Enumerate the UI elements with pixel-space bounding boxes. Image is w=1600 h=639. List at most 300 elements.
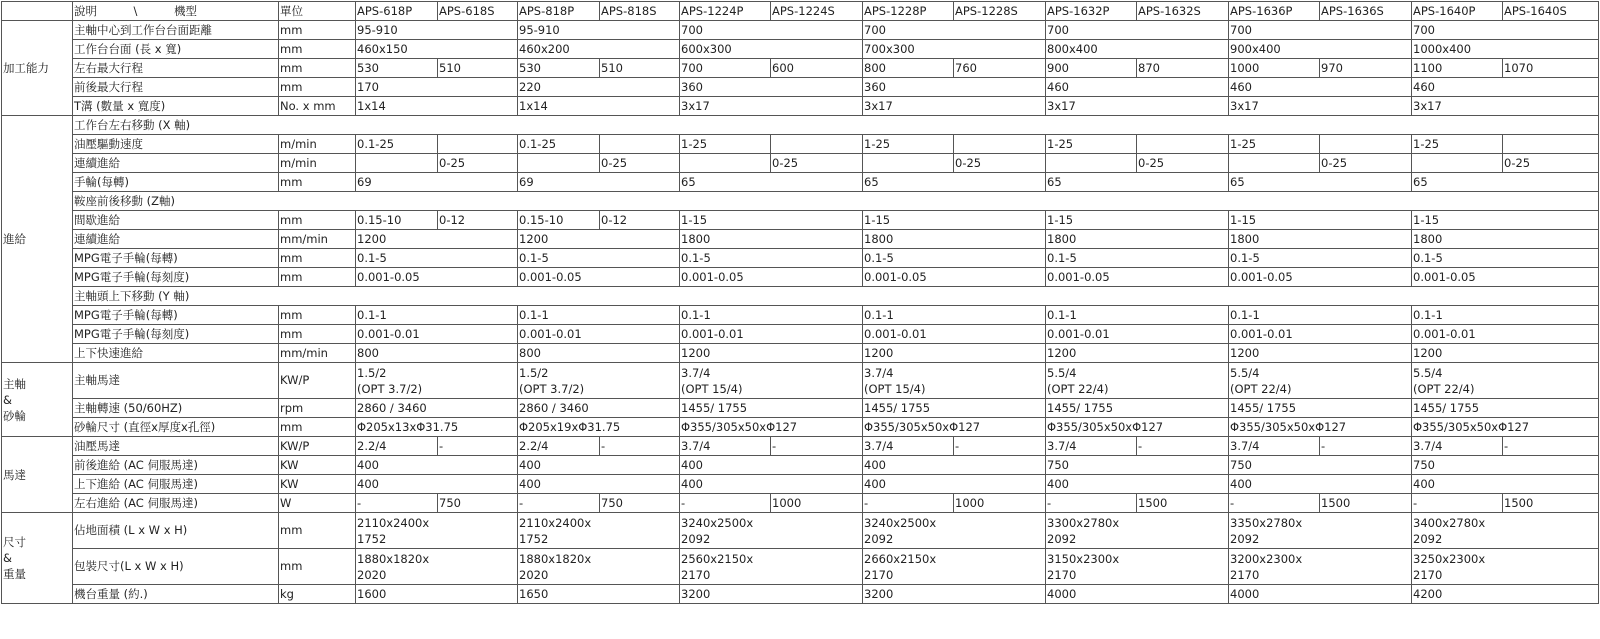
spec-row — [2, 154, 1599, 173]
model-header: APS-1636S — [1320, 2, 1412, 21]
spec-row — [2, 59, 1599, 78]
spec-row — [2, 437, 1599, 456]
spec-unit: mm — [279, 549, 356, 585]
spec-item-label: 佔地面積 (L x W x H) — [73, 513, 279, 549]
spec-value-cell: 3.7/4 — [863, 437, 954, 456]
spec-value-cell: 360 — [680, 78, 863, 97]
spec-value-cell: 0.1-5 — [356, 249, 518, 268]
spec-value-cell: 600 — [771, 59, 863, 78]
spec-value-cell: 400 — [680, 456, 863, 475]
spec-value-cell: 1.5/2 (OPT 3.7/2) — [356, 363, 518, 399]
spec-value-cell: - — [1320, 437, 1412, 456]
spec-item-label: 上下進給 (AC 伺服馬達) — [73, 475, 279, 494]
spec-item-label: T溝 (數量 x 寬度) — [73, 97, 279, 116]
spec-item-label: 油壓馬達 — [73, 437, 279, 456]
spec-value-cell: 0.001-0.05 — [356, 268, 518, 287]
spec-row — [2, 513, 1599, 549]
spec-unit: No. x mm — [279, 97, 356, 116]
spec-value-cell: 1455/ 1755 — [1046, 399, 1229, 418]
spec-table-body — [2, 21, 1599, 604]
spec-value-cell: 460 — [1412, 78, 1599, 97]
spec-value-cell: Φ355/305x50xΦ127 — [1229, 418, 1412, 437]
spec-row — [2, 306, 1599, 325]
spec-value-cell — [863, 154, 954, 173]
spec-value-cell: 460 — [1229, 78, 1412, 97]
spec-value-cell: 2860 / 3460 — [518, 399, 680, 418]
spec-value-cell: 0.1-1 — [1229, 306, 1412, 325]
spec-unit: m/min — [279, 135, 356, 154]
spec-value-cell: 95-910 — [356, 21, 518, 40]
spec-item-label: 主軸馬達 — [73, 363, 279, 399]
spec-value-cell: 0-25 — [1320, 154, 1412, 173]
spec-value-cell: 0.1-25 — [518, 135, 600, 154]
spec-value-cell: 0-25 — [1137, 154, 1229, 173]
spec-value-cell: 1000 — [771, 494, 863, 513]
spec-value-cell: 0-12 — [600, 211, 680, 230]
spec-value-cell: 460 — [1046, 78, 1229, 97]
spec-item-label: 左右進給 (AC 伺服馬達) — [73, 494, 279, 513]
spec-value-cell: 700x300 — [863, 40, 1046, 59]
spec-row — [2, 475, 1599, 494]
spec-value-cell: 1x14 — [518, 97, 680, 116]
spec-value-cell: 0.001-0.01 — [863, 325, 1046, 344]
spec-item-label: MPG電子手輪(每刻度) — [73, 268, 279, 287]
spec-row — [2, 268, 1599, 287]
spec-value-cell: 0.1-1 — [680, 306, 863, 325]
spec-item-label: 主軸中心到工作台台面距離 — [73, 21, 279, 40]
spec-value-cell: 1455/ 1755 — [863, 399, 1046, 418]
spec-value-cell: 220 — [518, 78, 680, 97]
spec-value-cell: 1100 — [1412, 59, 1503, 78]
spec-item-label: 工作台台面 (長 x 寬) — [73, 40, 279, 59]
spec-value-cell: 0.1-5 — [680, 249, 863, 268]
spec-value-cell: 0.15-10 — [518, 211, 600, 230]
spec-value-cell: 1880x1820x 2020 — [518, 549, 680, 585]
spec-value-cell: 3240x2500x 2092 — [863, 513, 1046, 549]
spec-value-cell: 970 — [1320, 59, 1412, 78]
spec-value-cell: 0.1-1 — [1046, 306, 1229, 325]
model-header: APS-818P — [518, 2, 600, 21]
spec-value-cell: 0.001-0.01 — [680, 325, 863, 344]
model-header: APS-1228S — [954, 2, 1046, 21]
spec-row — [2, 211, 1599, 230]
spec-value-cell: 0.1-1 — [356, 306, 518, 325]
subsection-row — [2, 287, 1599, 306]
spec-table — [1, 1, 1599, 604]
spec-row — [2, 21, 1599, 40]
spec-row — [2, 97, 1599, 116]
spec-unit: mm — [279, 513, 356, 549]
spec-value-cell: 800 — [518, 344, 680, 363]
spec-value-cell: 0-25 — [771, 154, 863, 173]
spec-value-cell: 1200 — [863, 344, 1046, 363]
spec-value-cell: 0.1-5 — [863, 249, 1046, 268]
spec-value-cell: - — [600, 437, 680, 456]
spec-value-cell: 1200 — [356, 230, 518, 249]
spec-value-cell: 460x150 — [356, 40, 518, 59]
spec-value-cell: 3.7/4 — [1412, 437, 1503, 456]
spec-unit: mm — [279, 40, 356, 59]
spec-value-cell — [518, 154, 600, 173]
spec-value-cell — [600, 135, 680, 154]
spec-value-cell: - — [680, 494, 771, 513]
spec-value-cell: 1200 — [1229, 344, 1412, 363]
spec-value-cell: 750 — [438, 494, 518, 513]
spec-value-cell: 0.001-0.05 — [863, 268, 1046, 287]
spec-value-cell: 0.001-0.05 — [1229, 268, 1412, 287]
spec-value-cell: 0.001-0.05 — [1412, 268, 1599, 287]
spec-unit: mm — [279, 249, 356, 268]
group-label: 進給 — [2, 116, 73, 363]
subsection-row — [2, 192, 1599, 211]
spec-value-cell: 95-910 — [518, 21, 680, 40]
spec-value-cell: 0.001-0.01 — [1412, 325, 1599, 344]
model-header: APS-1632P — [1046, 2, 1137, 21]
spec-value-cell: 0.001-0.01 — [518, 325, 680, 344]
model-header: APS-1228P — [863, 2, 954, 21]
spec-value-cell — [356, 154, 438, 173]
spec-value-cell: - — [356, 494, 438, 513]
spec-value-cell: 0.001-0.01 — [1046, 325, 1229, 344]
spec-unit: mm — [279, 21, 356, 40]
spec-value-cell: 2660x2150x 2170 — [863, 549, 1046, 585]
spec-value-cell: 750 — [1046, 456, 1229, 475]
spec-value-cell: 700 — [1046, 21, 1229, 40]
spec-unit: mm/min — [279, 230, 356, 249]
spec-value-cell: 1070 — [1503, 59, 1599, 78]
spec-value-cell: 0-25 — [1503, 154, 1599, 173]
spec-value-cell: 400 — [356, 475, 518, 494]
spec-value-cell: 1-15 — [1229, 211, 1412, 230]
spec-value-cell: 0.1-5 — [518, 249, 680, 268]
spec-value-cell: 1-25 — [680, 135, 771, 154]
spec-value-cell: 2110x2400x 1752 — [518, 513, 680, 549]
spec-row — [2, 249, 1599, 268]
spec-item-label: MPG電子手輪(每刻度) — [73, 325, 279, 344]
spec-value-cell: 400 — [518, 456, 680, 475]
spec-value-cell: 400 — [863, 456, 1046, 475]
spec-value-cell: 3200 — [863, 585, 1046, 604]
spec-value-cell: - — [954, 437, 1046, 456]
spec-value-cell: 1455/ 1755 — [680, 399, 863, 418]
spec-row — [2, 135, 1599, 154]
spec-unit: mm — [279, 418, 356, 437]
spec-value-cell: 3200 — [680, 585, 863, 604]
spec-value-cell: 700 — [1229, 21, 1412, 40]
spec-value-cell: 3x17 — [1229, 97, 1412, 116]
spec-value-cell: 800x400 — [1046, 40, 1229, 59]
spec-value-cell: 0.001-0.01 — [1229, 325, 1412, 344]
spec-item-label: 上下快速進給 — [73, 344, 279, 363]
spec-value-cell: 1200 — [1412, 344, 1599, 363]
spec-row — [2, 40, 1599, 59]
spec-value-cell: Φ355/305x50xΦ127 — [1046, 418, 1229, 437]
spec-value-cell: - — [1229, 494, 1320, 513]
spec-unit: KW — [279, 475, 356, 494]
spec-row — [2, 549, 1599, 585]
spec-value-cell: 400 — [863, 475, 1046, 494]
spec-value-cell: 1500 — [1503, 494, 1599, 513]
spec-value-cell — [680, 154, 771, 173]
header-row — [2, 2, 1599, 21]
spec-value-cell: 2860 / 3460 — [356, 399, 518, 418]
spec-value-cell — [1137, 135, 1229, 154]
spec-value-cell: 400 — [356, 456, 518, 475]
spec-value-cell: 0.001-0.01 — [356, 325, 518, 344]
spec-item-label: 連續進給 — [73, 230, 279, 249]
spec-value-cell: 1-15 — [863, 211, 1046, 230]
spec-value-cell: 510 — [600, 59, 680, 78]
spec-unit: mm — [279, 268, 356, 287]
spec-value-cell: 400 — [680, 475, 863, 494]
corner-label: 說明 \ 機型 — [73, 2, 279, 21]
spec-value-cell: 3400x2780x 2092 — [1412, 513, 1599, 549]
spec-value-cell: 1000x400 — [1412, 40, 1599, 59]
spec-row — [2, 585, 1599, 604]
spec-value-cell: 1600 — [356, 585, 518, 604]
spec-value-cell: 65 — [680, 173, 863, 192]
spec-value-cell: 0-12 — [438, 211, 518, 230]
spec-value-cell: 1500 — [1320, 494, 1412, 513]
spec-value-cell: 750 — [600, 494, 680, 513]
spec-value-cell: 0.1-5 — [1229, 249, 1412, 268]
spec-item-label: 前後最大行程 — [73, 78, 279, 97]
spec-value-cell: 3150x2300x 2170 — [1046, 549, 1229, 585]
spec-unit: mm — [279, 78, 356, 97]
model-header: APS-1224P — [680, 2, 771, 21]
spec-value-cell: 1455/ 1755 — [1412, 399, 1599, 418]
spec-value-cell: 0.1-1 — [1412, 306, 1599, 325]
spec-value-cell: 1880x1820x 2020 — [356, 549, 518, 585]
spec-row — [2, 173, 1599, 192]
spec-value-cell — [954, 135, 1046, 154]
spec-value-cell: 3.7/4 — [680, 437, 771, 456]
spec-value-cell: - — [863, 494, 954, 513]
spec-value-cell: 0.1-1 — [863, 306, 1046, 325]
spec-value-cell: 65 — [1046, 173, 1229, 192]
spec-value-cell: Φ355/305x50xΦ127 — [863, 418, 1046, 437]
spec-unit: rpm — [279, 399, 356, 418]
spec-item-label: MPG電子手輪(每轉) — [73, 306, 279, 325]
spec-value-cell: 0-25 — [438, 154, 518, 173]
spec-item-label: 左右最大行程 — [73, 59, 279, 78]
spec-value-cell: 65 — [863, 173, 1046, 192]
spec-value-cell: 0.1-5 — [1412, 249, 1599, 268]
subsection-row — [2, 116, 1599, 135]
model-header: APS-1636P — [1229, 2, 1320, 21]
spec-value-cell: 400 — [1412, 475, 1599, 494]
spec-item-label: 包裝尺寸(L x W x H) — [73, 549, 279, 585]
spec-value-cell: 69 — [356, 173, 518, 192]
spec-value-cell: 3.7/4 (OPT 15/4) — [680, 363, 863, 399]
spec-value-cell: 0.15-10 — [356, 211, 438, 230]
spec-value-cell — [1046, 154, 1137, 173]
spec-value-cell: 2.2/4 — [356, 437, 438, 456]
spec-value-cell: 870 — [1137, 59, 1229, 78]
spec-unit: KW/P — [279, 437, 356, 456]
spec-row — [2, 78, 1599, 97]
spec-row — [2, 325, 1599, 344]
spec-value-cell — [438, 135, 518, 154]
group-label: 馬達 — [2, 437, 73, 513]
spec-value-cell: 460x200 — [518, 40, 680, 59]
spec-unit: KW — [279, 456, 356, 475]
model-header: APS-1224S — [771, 2, 863, 21]
spec-value-cell: 530 — [356, 59, 438, 78]
spec-row — [2, 456, 1599, 475]
spec-value-cell: 65 — [1412, 173, 1599, 192]
spec-value-cell: 1200 — [680, 344, 863, 363]
spec-item-label: 砂輪尺寸 (直徑x厚度x孔徑) — [73, 418, 279, 437]
spec-value-cell: 5.5/4 (OPT 22/4) — [1046, 363, 1229, 399]
spec-value-cell: 0-25 — [600, 154, 680, 173]
spec-value-cell: 2110x2400x 1752 — [356, 513, 518, 549]
spec-value-cell — [1320, 135, 1412, 154]
spec-row — [2, 494, 1599, 513]
spec-value-cell: Φ355/305x50xΦ127 — [680, 418, 863, 437]
spec-row — [2, 363, 1599, 399]
spec-unit: mm — [279, 173, 356, 192]
model-header: APS-1632S — [1137, 2, 1229, 21]
spec-value-cell: 900 — [1046, 59, 1137, 78]
spec-value-cell: 1800 — [680, 230, 863, 249]
spec-row — [2, 418, 1599, 437]
model-header: APS-618P — [356, 2, 438, 21]
spec-unit: mm/min — [279, 344, 356, 363]
spec-value-cell: 510 — [438, 59, 518, 78]
spec-value-cell: 700 — [680, 21, 863, 40]
spec-value-cell: 1455/ 1755 — [1229, 399, 1412, 418]
spec-value-cell: 1200 — [1046, 344, 1229, 363]
spec-value-cell: 750 — [1412, 456, 1599, 475]
spec-unit: mm — [279, 59, 356, 78]
spec-value-cell: 800 — [356, 344, 518, 363]
spec-value-cell: 530 — [518, 59, 600, 78]
spec-value-cell: 5.5/4 (OPT 22/4) — [1412, 363, 1599, 399]
spec-value-cell: 4000 — [1046, 585, 1229, 604]
spec-value-cell: 1-25 — [1229, 135, 1320, 154]
spec-value-cell: 4200 — [1412, 585, 1599, 604]
spec-unit: m/min — [279, 154, 356, 173]
spec-value-cell: 3.7/4 (OPT 15/4) — [863, 363, 1046, 399]
spec-value-cell: 1800 — [863, 230, 1046, 249]
model-header: APS-1640S — [1503, 2, 1599, 21]
spec-unit: mm — [279, 211, 356, 230]
spec-value-cell: 1000 — [954, 494, 1046, 513]
unit-header: 單位 — [279, 2, 356, 21]
group-header-cell — [2, 2, 73, 21]
spec-value-cell: 1-15 — [1412, 211, 1599, 230]
spec-value-cell: 3300x2780x 2092 — [1046, 513, 1229, 549]
spec-value-cell: 3.7/4 — [1046, 437, 1137, 456]
spec-value-cell: 800 — [863, 59, 954, 78]
spec-value-cell: 1000 — [1229, 59, 1320, 78]
spec-value-cell: 600x300 — [680, 40, 863, 59]
spec-item-label: 連續進給 — [73, 154, 279, 173]
spec-value-cell: 3.7/4 — [1229, 437, 1320, 456]
spec-value-cell: - — [438, 437, 518, 456]
subsection-label: 工作台左右移動 (X 軸) — [73, 116, 1599, 135]
spec-value-cell: 3x17 — [863, 97, 1046, 116]
spec-value-cell: 2.2/4 — [518, 437, 600, 456]
spec-value-cell: 360 — [863, 78, 1046, 97]
spec-item-label: MPG電子手輪(每轉) — [73, 249, 279, 268]
spec-item-label: 機台重量 (約.) — [73, 585, 279, 604]
spec-unit: mm — [279, 325, 356, 344]
subsection-label: 鞍座前後移動 (Z軸) — [73, 192, 1599, 211]
spec-value-cell: 400 — [518, 475, 680, 494]
model-header: APS-618S — [438, 2, 518, 21]
spec-value-cell: 0.001-0.05 — [680, 268, 863, 287]
spec-value-cell: 700 — [680, 59, 771, 78]
spec-value-cell: 1500 — [1137, 494, 1229, 513]
spec-value-cell: 1.5/2 (OPT 3.7/2) — [518, 363, 680, 399]
spec-value-cell: 900x400 — [1229, 40, 1412, 59]
spec-value-cell: 1-15 — [1046, 211, 1229, 230]
spec-value-cell: 0.001-0.05 — [518, 268, 680, 287]
spec-value-cell — [1229, 154, 1320, 173]
spec-value-cell: 69 — [518, 173, 680, 192]
spec-value-cell: 1800 — [1229, 230, 1412, 249]
spec-value-cell: 3250x2300x 2170 — [1412, 549, 1599, 585]
spec-value-cell: 0.1-25 — [356, 135, 438, 154]
spec-row — [2, 399, 1599, 418]
group-label: 尺寸 & 重量 — [2, 513, 73, 604]
spec-value-cell: 0.1-1 — [518, 306, 680, 325]
spec-value-cell: 2560x2150x 2170 — [680, 549, 863, 585]
spec-value-cell: 1800 — [1412, 230, 1599, 249]
spec-unit: kg — [279, 585, 356, 604]
spec-value-cell: 760 — [954, 59, 1046, 78]
model-header: APS-818S — [600, 2, 680, 21]
spec-value-cell: 3350x2780x 2092 — [1229, 513, 1412, 549]
spec-value-cell: - — [1046, 494, 1137, 513]
spec-value-cell: - — [1503, 437, 1599, 456]
spec-value-cell: - — [1412, 494, 1503, 513]
spec-value-cell: 3x17 — [1046, 97, 1229, 116]
group-label: 加工能力 — [2, 21, 73, 116]
spec-value-cell: 0-25 — [954, 154, 1046, 173]
spec-value-cell: 5.5/4 (OPT 22/4) — [1229, 363, 1412, 399]
spec-item-label: 間歇進給 — [73, 211, 279, 230]
spec-value-cell: 1800 — [1046, 230, 1229, 249]
spec-value-cell: 3x17 — [680, 97, 863, 116]
spec-unit: KW/P — [279, 363, 356, 399]
spec-unit: W — [279, 494, 356, 513]
spec-value-cell: 1650 — [518, 585, 680, 604]
spec-row — [2, 230, 1599, 249]
spec-value-cell: - — [1137, 437, 1229, 456]
spec-value-cell: 1-15 — [680, 211, 863, 230]
spec-value-cell: 65 — [1229, 173, 1412, 192]
spec-unit: mm — [279, 306, 356, 325]
spec-item-label: 手輪(每轉) — [73, 173, 279, 192]
spec-value-cell: 1-25 — [1412, 135, 1503, 154]
spec-value-cell: 400 — [1229, 475, 1412, 494]
spec-value-cell: 750 — [1229, 456, 1412, 475]
spec-value-cell: 400 — [1046, 475, 1229, 494]
group-label: 主軸 & 砂輪 — [2, 363, 73, 437]
spec-value-cell: 4000 — [1229, 585, 1412, 604]
spec-value-cell: - — [771, 437, 863, 456]
spec-value-cell: Φ205x13xΦ31.75 — [356, 418, 518, 437]
spec-value-cell: 1-25 — [863, 135, 954, 154]
spec-item-label: 主軸轉速 (50/60HZ) — [73, 399, 279, 418]
spec-value-cell: 3200x2300x 2170 — [1229, 549, 1412, 585]
spec-value-cell: 3240x2500x 2092 — [680, 513, 863, 549]
spec-value-cell: 0.001-0.05 — [1046, 268, 1229, 287]
spec-value-cell: 700 — [863, 21, 1046, 40]
